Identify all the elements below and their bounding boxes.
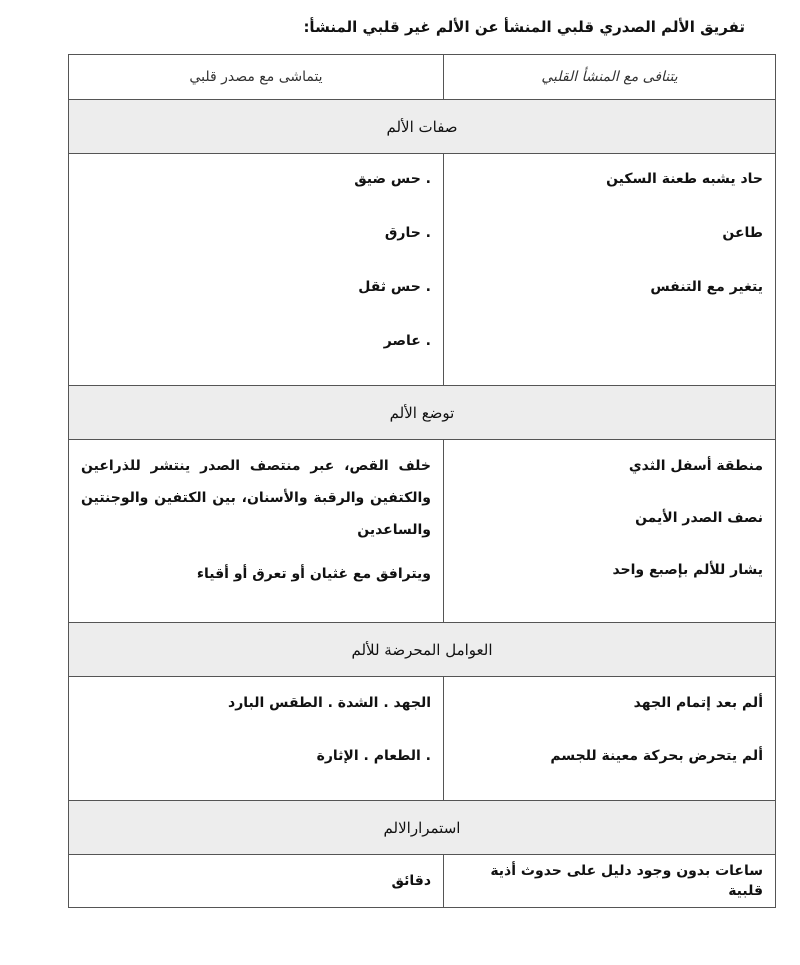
- list-item: . حس ثقل: [358, 279, 431, 295]
- list-item: . الطعام . الإثارة: [316, 748, 431, 764]
- cardiac-cell: [69, 855, 444, 908]
- comparison-table: [68, 54, 776, 908]
- table-header-row: [69, 55, 776, 100]
- list-item: الجهد . الشدة . الطقس البارد: [228, 695, 431, 711]
- list-item: حاد يشبه طعنة السكين: [606, 171, 763, 187]
- list-item: دقائق: [391, 873, 431, 889]
- table-row: [69, 677, 776, 801]
- section-header-row: [69, 100, 776, 154]
- list-item: . حارق: [384, 225, 431, 241]
- section-heading-pain-duration: استمرارالالم: [69, 801, 776, 855]
- list-item: يشار للألم بإصبع واحد: [612, 562, 763, 578]
- non-cardiac-cell: [444, 154, 776, 386]
- list-item: خلف القص، عبر منتصف الصدر ينتشر للذراعين والكتفين والرقبة والأسنان، بين الكتفين والوجنتين والساعدين: [81, 458, 431, 538]
- section-heading-pain-features: صفات الألم: [69, 100, 776, 154]
- non-cardiac-cell: [444, 855, 776, 908]
- cardiac-cell: [69, 440, 444, 623]
- table-row: [69, 440, 776, 623]
- list-item: ألم بعد إتمام الجهد: [633, 695, 763, 711]
- table-row: [69, 154, 776, 386]
- column-header-non-cardiac: يتنافى مع المنشأ القلبي: [444, 55, 776, 100]
- cardiac-cell: [69, 154, 444, 386]
- list-item: . عاصر: [383, 333, 431, 349]
- section-header-row: [69, 386, 776, 440]
- list-item: نصف الصدر الأيمن: [635, 510, 763, 526]
- column-header-cardiac: يتماشى مع مصدر قلبي: [69, 55, 444, 100]
- document-title: تفريق الألم الصدري قلبي المنشأ عن الألم غير قلبي المنشأ:: [303, 18, 745, 36]
- section-heading-pain-triggers: العوامل المحرضة للألم: [69, 623, 776, 677]
- section-heading-pain-location: توضع الألم: [69, 386, 776, 440]
- non-cardiac-cell: [444, 677, 776, 801]
- section-header-row: [69, 623, 776, 677]
- list-item: يتغير مع التنفس: [650, 279, 763, 295]
- list-item: . حس ضيق: [354, 171, 431, 187]
- table-row: [69, 855, 776, 908]
- list-item: ساعات بدون وجود دليل على حدوث أذية قلبية: [490, 863, 763, 899]
- list-item: ويترافق مع غثيان أو تعرق أو أقياء: [196, 566, 431, 582]
- cardiac-cell: [69, 677, 444, 801]
- list-item: طاعن: [722, 225, 763, 241]
- list-item: منطقة أسفل الثدي: [628, 458, 763, 474]
- section-header-row: [69, 801, 776, 855]
- non-cardiac-cell: [444, 440, 776, 623]
- list-item: ألم يتحرض بحركة معينة للجسم: [550, 748, 763, 764]
